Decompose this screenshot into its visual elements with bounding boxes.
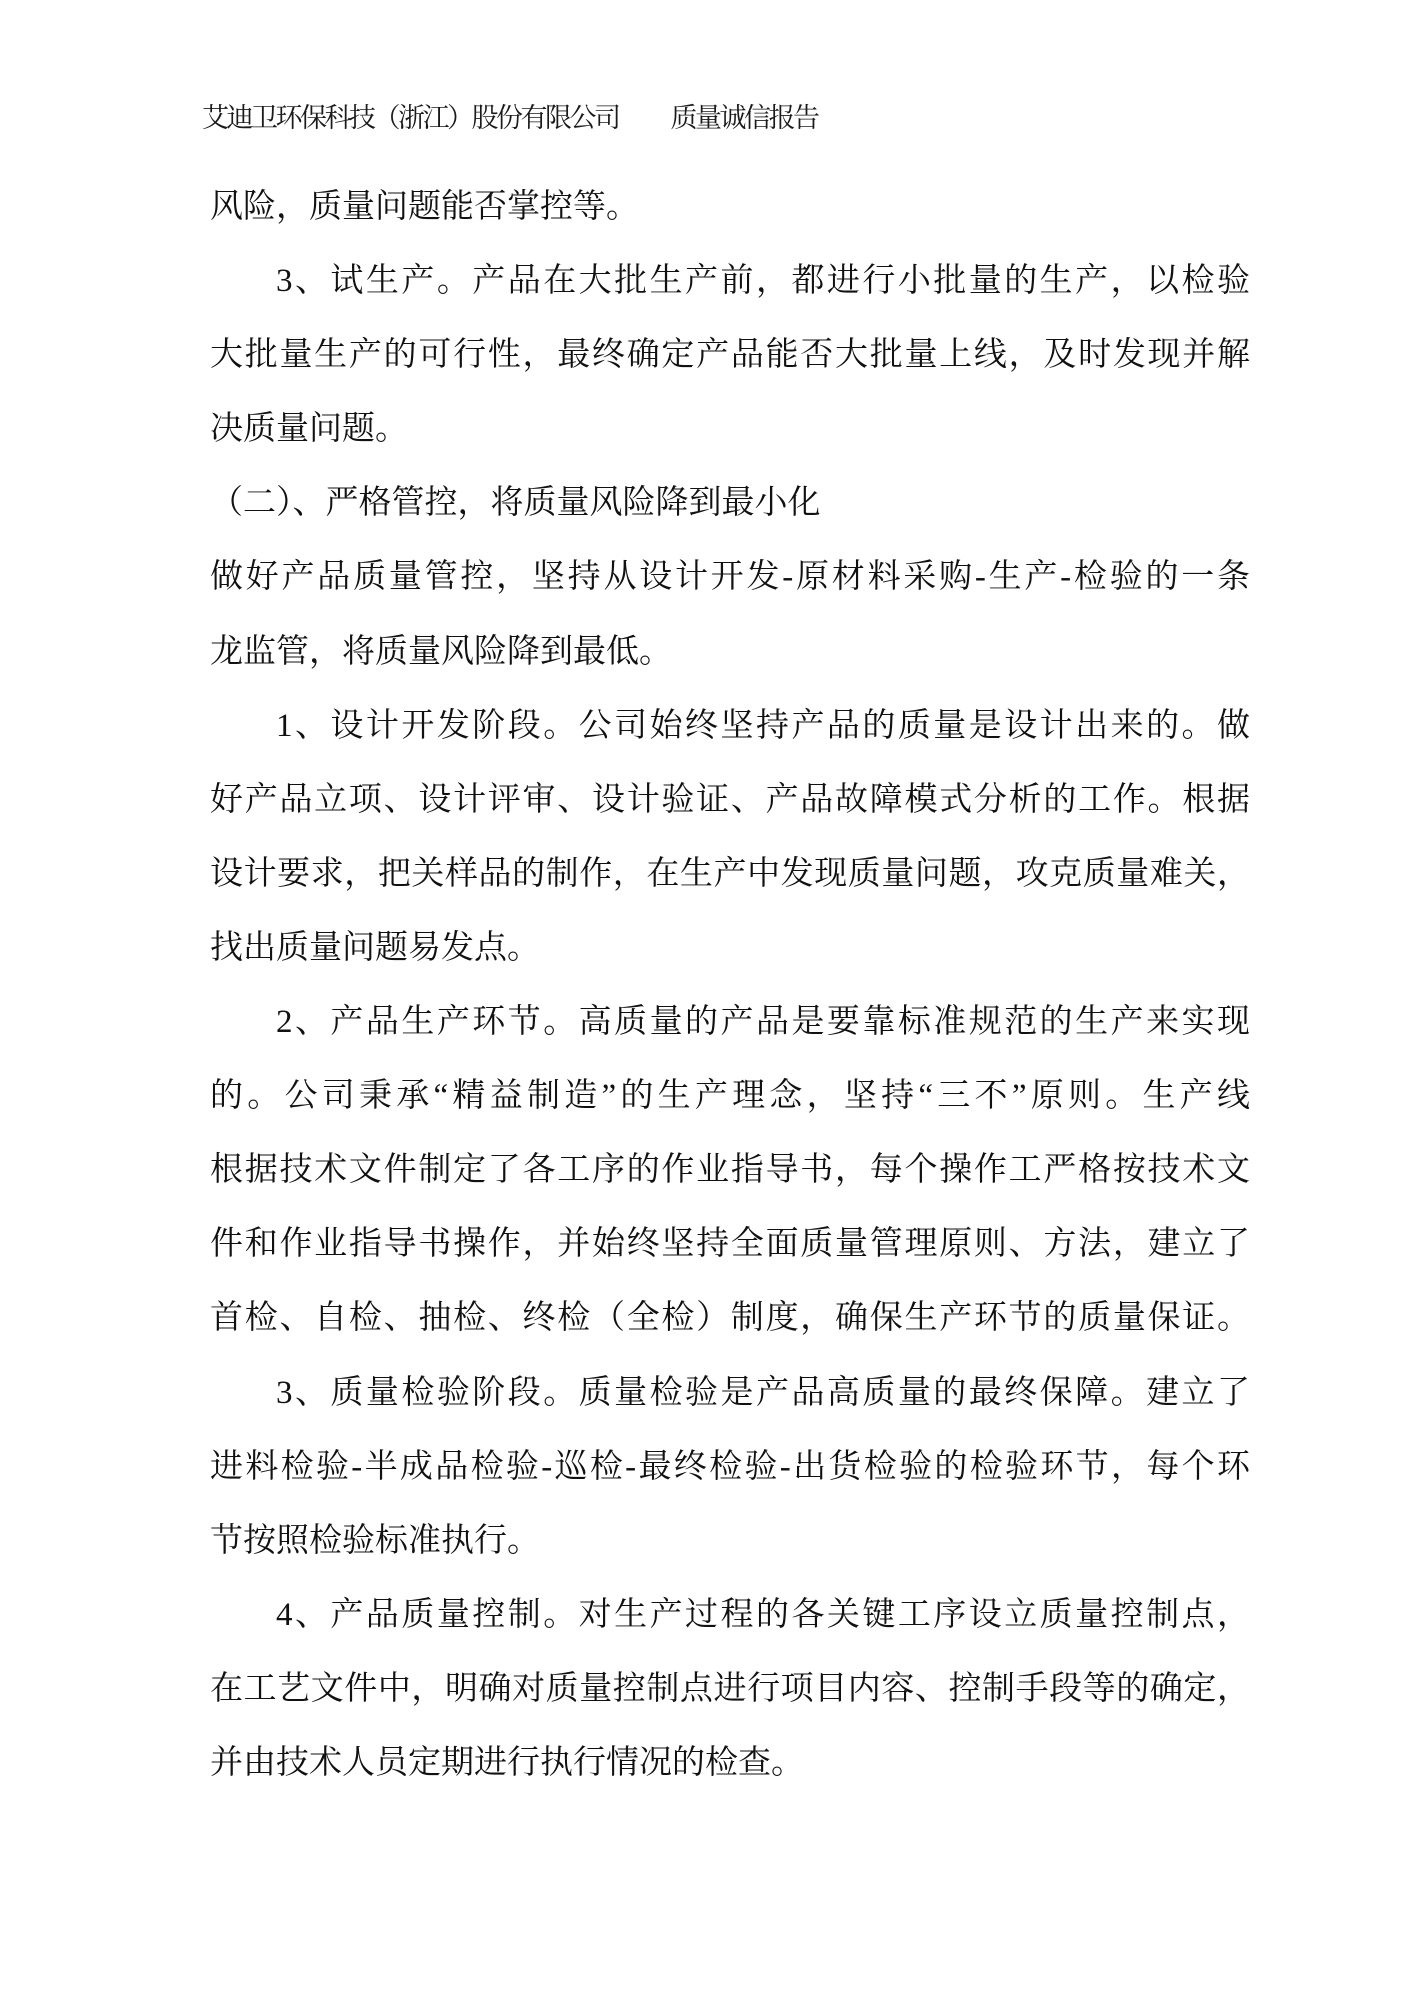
page-header xyxy=(202,96,818,135)
text-line: 3、质量检验阶段。质量检验是产品高质量的最终保障。建立了 xyxy=(276,1374,1250,1411)
document-body xyxy=(210,170,1250,1800)
header-company-name: 艾迪卫环保科技（浙江）股份有限公司 xyxy=(202,103,619,133)
text-line: 找出质量问题易发点。 xyxy=(210,929,540,966)
text-line: 进料检验-半成品检验-巡检-最终检验-出货检验的检验环节，每个环 xyxy=(210,1448,1250,1485)
text-line: 设计要求，把关样品的制作，在生产中发现质量问题，攻克质量难关， xyxy=(210,855,1250,892)
text-line: 根据技术文件制定了各工序的作业指导书，每个操作工严格按技术文 xyxy=(210,1152,1250,1189)
text-line: 3、试生产。产品在大批生产前，都进行小批量的生产，以检验 xyxy=(276,263,1250,300)
text-line: 大批量生产的可行性，最终确定产品能否大批量上线，及时发现并解 xyxy=(210,337,1250,374)
text-line: 的。公司秉承“精益制造”的生产理念，坚持“三不”原则。生产线 xyxy=(210,1078,1250,1115)
text-line: 4、产品质量控制。对生产过程的各关键工序设立质量控制点， xyxy=(276,1596,1250,1633)
text-line: 首检、自检、抽检、终检（全检）制度，确保生产环节的质量保证。 xyxy=(210,1300,1250,1337)
text-line: 节按照检验标准执行。 xyxy=(210,1522,540,1559)
text-line: （二）、严格管控，将质量风险降到最小化 xyxy=(210,485,821,522)
header-report-title: 质量诚信报告 xyxy=(670,103,818,133)
text-line: 好产品立项、设计评审、设计验证、产品故障模式分析的工作。根据 xyxy=(210,781,1250,818)
text-line: 决质量问题。 xyxy=(210,411,408,448)
text-line: 龙监管，将质量风险降到最低。 xyxy=(210,633,672,670)
text-line: 在工艺文件中，明确对质量控制点进行项目内容、控制手段等的确定， xyxy=(210,1670,1250,1707)
text-line: 并由技术人员定期进行执行情况的检查。 xyxy=(210,1744,804,1781)
text-line: 1、设计开发阶段。公司始终坚持产品的质量是设计出来的。做 xyxy=(276,707,1250,744)
text-line: 做好产品质量管控，坚持从设计开发-原材料采购-生产-检验的一条 xyxy=(210,559,1250,596)
text-line: 2、产品生产环节。高质量的产品是要靠标准规范的生产来实现 xyxy=(276,1004,1250,1041)
text-line: 件和作业指导书操作，并始终坚持全面质量管理原则、方法，建立了 xyxy=(210,1226,1250,1263)
text-line: 风险，质量问题能否掌控等。 xyxy=(210,189,639,225)
